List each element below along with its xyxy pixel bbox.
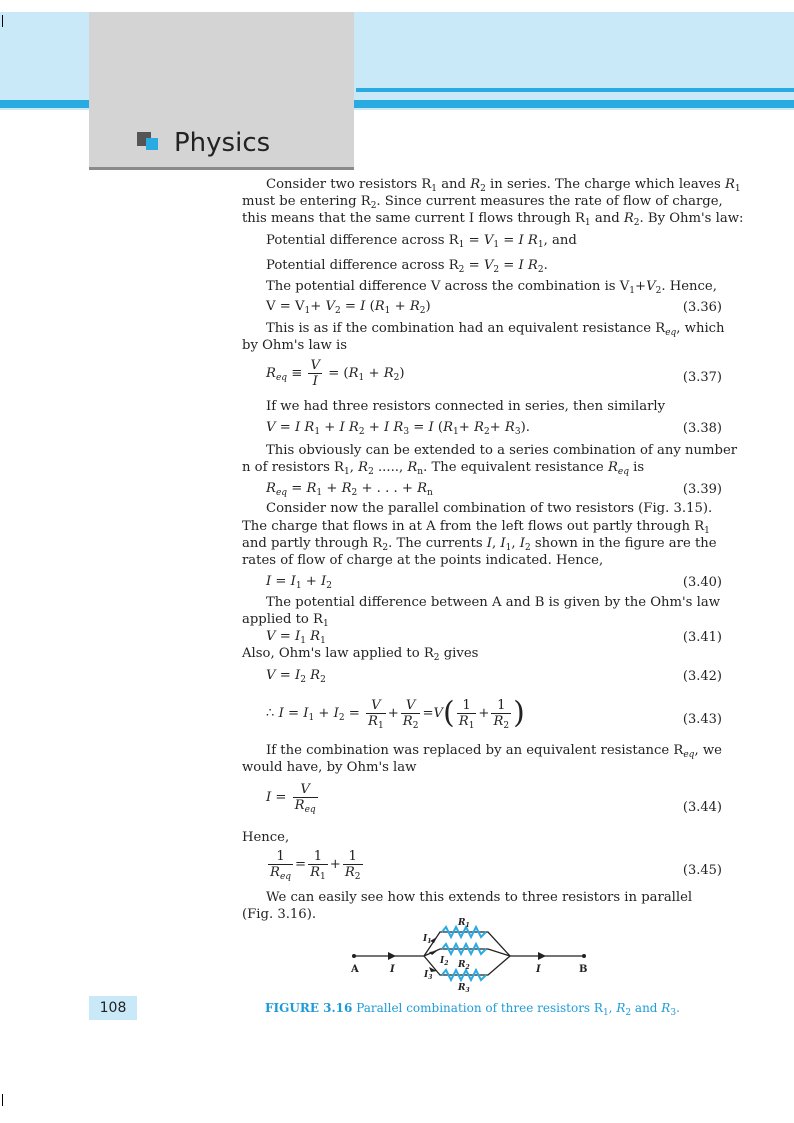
- paragraph-line: applied to $R_1$: [242, 612, 329, 629]
- equation-number: (3.41): [682, 630, 722, 645]
- resistor-r2: [442, 944, 486, 954]
- paragraph-line: and partly through $R_2$. The currents I, $I_1$, $I_2$ shown in the figure are the: [242, 536, 717, 553]
- crop-mark: [2, 1094, 3, 1106]
- label-r3: $R_3$: [458, 983, 470, 994]
- label-r1: $R_1$: [458, 918, 470, 929]
- paragraph-line: by Ohm's law is: [242, 338, 348, 353]
- equation-line: $V = V_1+ V_2 = I$ $(R_1 + R_2)$: [266, 299, 431, 316]
- paragraph-line: If we had three resistors connected in series, then similarly: [266, 399, 666, 414]
- logo-square-blue: [146, 138, 158, 150]
- paragraph-line: This is as if the combination had an equivalent resistance $R_{eq}$, which: [266, 321, 725, 338]
- parallel-resistor-diagram: [340, 915, 600, 995]
- node-b: [582, 954, 586, 958]
- crop-mark: [2, 15, 3, 27]
- paragraph-line: The potential difference between A and B is given by the Ohm's law: [266, 595, 720, 610]
- paragraph-line: If the combination was replaced by an equivalent resistance $R_{eq}$, we: [266, 743, 722, 760]
- equation-338: V = I $R_1 + I$ $R_2 + I$ $R_3 = I$ $(R_1+ R_2+ R_3)$.: [266, 420, 530, 437]
- equation-345: $\frac{1}{R_{eq}}$ = $\frac{1}{R_1}$ + $\frac{1}{R_2}$: [270, 849, 361, 882]
- label-i-right: I: [536, 964, 541, 975]
- label-i-left: I: [390, 964, 395, 975]
- equation-number: (3.44): [682, 800, 722, 815]
- equation-340: $I = I_1 + I_2$: [266, 574, 332, 591]
- equation-number: (3.40): [682, 575, 722, 590]
- resistor-r1: [442, 927, 486, 937]
- paragraph-line: This obviously can be extended to a series combination of any number: [266, 443, 738, 458]
- paragraph-line: The charge that flows in at A from the left flows out partly through $R_1$: [242, 519, 710, 536]
- equation-342: $V = I_2$ $R_2$: [266, 668, 326, 685]
- equation-number: (3.38): [682, 421, 722, 436]
- label-r2: $R_2$: [458, 960, 470, 971]
- paragraph-line: Also, Ohm's law applied to $R_2$ gives: [242, 646, 479, 663]
- header-rule-upper: [356, 88, 794, 92]
- equation-number: (3.36): [682, 300, 722, 315]
- subject-title: Physics: [174, 128, 271, 158]
- equation-343: ∴ $I = I_1 + I_2$ = $\frac{V}{R_1}$ + $\frac{V}{R_2}$ =V( $\frac{1}{R_1}$ + $\frac{1}{R_2}$ ): [266, 695, 525, 731]
- equation-line: Potential difference across $R_2 = V_2 = I$ $R_2$.: [266, 258, 548, 275]
- equation-number: (3.39): [682, 482, 722, 497]
- equation-number: (3.42): [682, 669, 722, 684]
- node-a: [352, 954, 356, 958]
- label-i2: $I_2$: [440, 956, 449, 967]
- paragraph-line: The potential difference V across the combination is $V_1+V_2$. Hence,: [266, 279, 717, 296]
- paragraph-line: must be entering $R_2$. Since current measures the rate of flow of charge,: [242, 194, 723, 211]
- paragraph-line: would have, by Ohm's law: [242, 760, 417, 775]
- equation-line: Potential difference across $R_1 = V_1 = I$ $R_1$, and: [266, 233, 577, 250]
- paragraph-line: We can easily see how this extends to three resistors in parallel: [266, 890, 693, 905]
- equation-337: $R_{eq}$ ≡ $\frac{V}{I}$ = $(R_1 + R_2)$: [266, 358, 405, 389]
- wire-branch-2: [424, 949, 510, 956]
- paragraph-line: n of resistors $R_1$, $R_2$ ....., $R_n$. The equivalent resistance $R_{eq}$ is: [242, 460, 645, 477]
- paragraph-line: Consider now the parallel combination of two resistors (Fig. 3.15).: [266, 501, 713, 516]
- label-i3: $I_3$: [424, 970, 433, 981]
- figure-caption: FIGURE 3.16 Parallel combination of three resistors $R_1$, $R_2$ and $R_3$.: [265, 1001, 680, 1018]
- arrow-i2: [429, 951, 437, 955]
- label-b: B: [579, 964, 588, 975]
- paragraph-line: this means that the same current I flows through $R_1$ and $R_2$. By Ohm's law:: [242, 211, 744, 228]
- equation-number: (3.37): [682, 370, 722, 385]
- equation-number: (3.45): [682, 863, 722, 878]
- equation-number: (3.43): [682, 712, 722, 727]
- figure-label: FIGURE 3.16: [265, 1001, 353, 1015]
- resistor-r3: [442, 970, 486, 980]
- paragraph-line: rates of flow of charge at the points indicated. Hence,: [242, 553, 604, 568]
- label-i1: $I_1$: [423, 934, 432, 945]
- arrow-right: [538, 952, 546, 960]
- equation-339: $R_{eq} = R_1 + R_2$ + . . . + $R_n$: [266, 481, 433, 498]
- equation-344: I = $\frac{V}{R_{eq}}$: [266, 782, 316, 815]
- paragraph-line: Hence,: [242, 830, 290, 845]
- page-number: 108: [89, 996, 137, 1020]
- paragraph-line: (Fig. 3.16).: [242, 907, 317, 922]
- arrow-left: [388, 952, 396, 960]
- label-a: A: [351, 964, 359, 975]
- paragraph-line: Consider two resistors $R_1$ and $R_2$ in series. The charge which leaves $R_1$: [266, 177, 741, 194]
- equation-341: $V = I_1$ $R_1$: [266, 629, 326, 646]
